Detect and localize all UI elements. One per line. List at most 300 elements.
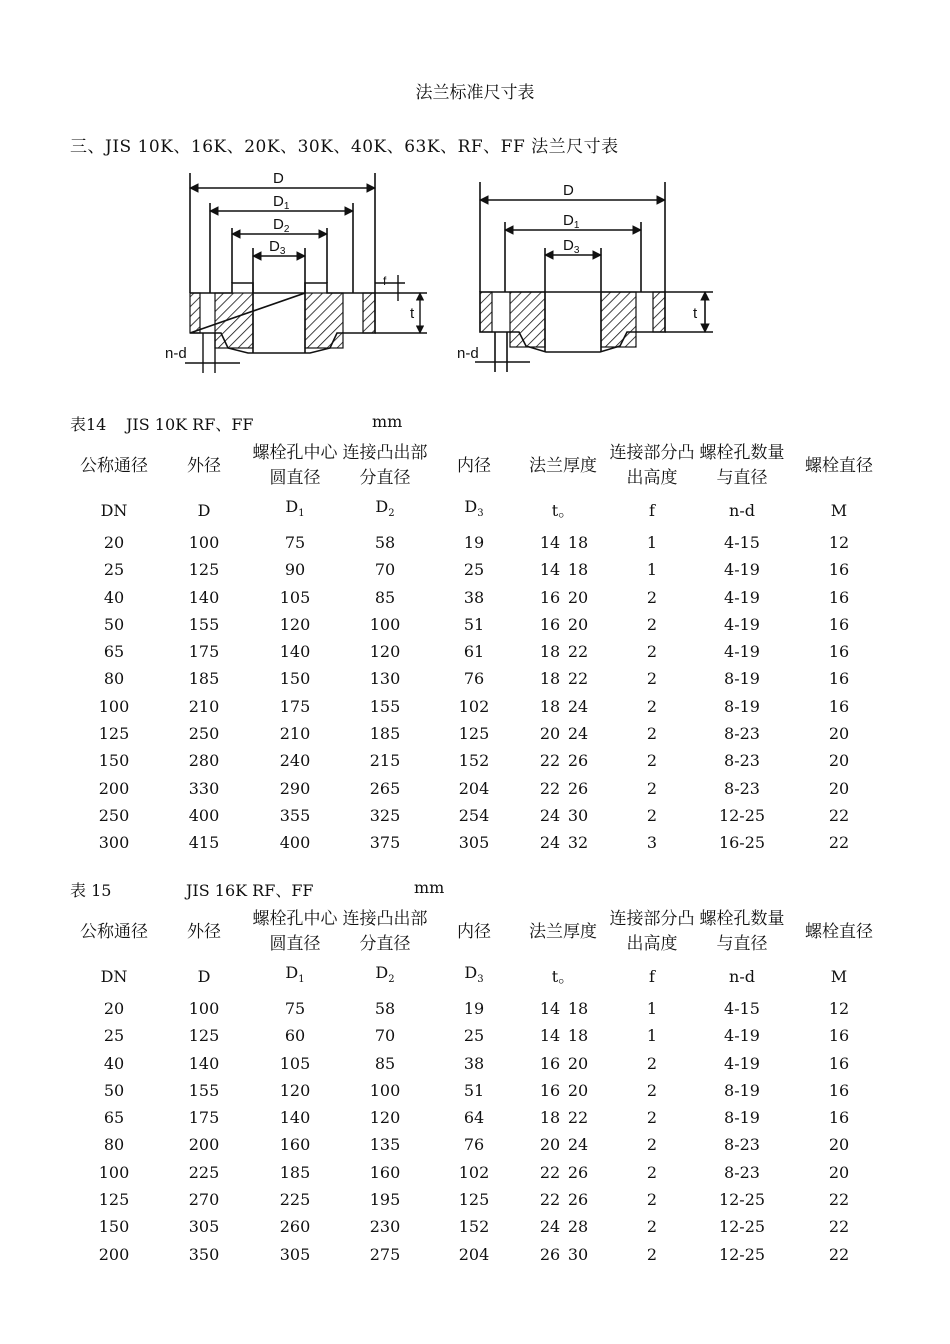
table-cell: 135: [369, 1135, 401, 1155]
label-D: D: [273, 170, 284, 187]
table-cell: 250: [98, 805, 130, 825]
table-cell: 155: [369, 696, 401, 716]
table-cell: 4-19: [724, 560, 760, 580]
thickness-pair: [518, 1159, 608, 1186]
thickness-pair: [518, 529, 608, 556]
table-cell: 2: [646, 1135, 658, 1155]
table-cell: [518, 638, 608, 665]
thickness-pair: [518, 1241, 608, 1268]
table-spec: JIS 10K RF、FF: [126, 415, 254, 434]
table-cell: 8-23: [724, 751, 760, 771]
thickness-min: 18: [539, 669, 561, 689]
table-cell: 400: [188, 805, 220, 825]
table-cell: 80: [103, 669, 125, 689]
table-row: [70, 556, 890, 583]
table-cell: 100: [98, 696, 130, 716]
table-cell: 2: [646, 1053, 658, 1073]
table-cell: 16: [828, 1108, 850, 1128]
column-header: 螺栓孔中心圆直径: [252, 909, 338, 954]
table-cell: [518, 1213, 608, 1240]
table-cell: 40: [103, 1053, 125, 1073]
table-cell: 204: [458, 1244, 490, 1264]
column-header: 外径: [187, 921, 221, 942]
table-row: [70, 802, 890, 829]
table-cell: 3: [646, 833, 658, 853]
label-D2: $D_2$: [273, 216, 290, 235]
label-D1: $D_1$: [563, 212, 580, 231]
thickness-max: 20: [567, 587, 589, 607]
table-cell: 1: [646, 1026, 658, 1046]
table-cell: 20: [828, 724, 850, 744]
table-cell: 150: [98, 1217, 130, 1237]
table-cell: 125: [98, 1190, 130, 1210]
thickness-pair: [518, 556, 608, 583]
symbol-cell: D: [197, 500, 211, 520]
table-cell: 155: [188, 614, 220, 634]
table-cell: 230: [369, 1217, 401, 1237]
table-cell: 225: [279, 1190, 311, 1210]
table-cell: 25: [103, 560, 125, 580]
thickness-min: 22: [539, 751, 561, 771]
table-label: 表14: [70, 415, 107, 434]
table-row: [70, 693, 890, 720]
thickness-min: 16: [539, 614, 561, 634]
table-cell: 400: [279, 833, 311, 853]
table-cell: 85: [374, 587, 396, 607]
label-t: t: [693, 305, 698, 322]
table-cell: 265: [369, 778, 401, 798]
thickness-min: 14: [539, 999, 561, 1018]
thickness-pair: [518, 1213, 608, 1240]
column-header: 连接部分凸出高度: [609, 443, 695, 488]
table-14: [70, 440, 890, 857]
table-row: [70, 1022, 890, 1049]
column-header: 螺栓孔数量与直径: [699, 443, 785, 488]
table-cell: 2: [646, 751, 658, 771]
table-cell: 330: [188, 778, 220, 798]
thickness-max: 22: [567, 642, 589, 662]
table-cell: 125: [458, 1190, 490, 1210]
table-cell: 120: [279, 1080, 311, 1100]
table-cell: 19: [463, 533, 485, 552]
table-cell: 130: [369, 669, 401, 689]
table-cell: 2: [646, 805, 658, 825]
table-cell: [518, 611, 608, 638]
table-cell: 275: [369, 1244, 401, 1264]
table-cell: 175: [188, 1108, 220, 1128]
table-cell: 2: [646, 669, 658, 689]
table-cell: 2: [646, 587, 658, 607]
table-cell: 305: [279, 1244, 311, 1264]
thickness-min: 18: [539, 696, 561, 716]
table-cell: 350: [188, 1244, 220, 1264]
table-cell: 105: [279, 587, 311, 607]
thickness-max: 32: [567, 833, 589, 853]
table-cell: 100: [188, 999, 220, 1018]
table-cell: 2: [646, 614, 658, 634]
table-row: [70, 829, 890, 856]
table-cell: 250: [188, 724, 220, 744]
thickness-max: 28: [567, 1217, 589, 1237]
table-cell: 1: [646, 999, 658, 1018]
table-cell: [518, 1131, 608, 1158]
table-cell: 51: [463, 614, 485, 634]
thickness-max: 18: [567, 999, 589, 1018]
table-cell: 100: [369, 1080, 401, 1100]
table-cell: 75: [284, 533, 306, 552]
thickness-min: 20: [539, 1135, 561, 1155]
table-cell: 102: [458, 696, 490, 716]
table-unit: mm: [372, 412, 403, 431]
thickness-min: 24: [539, 833, 561, 853]
column-header: 螺栓直径: [805, 921, 873, 942]
table-cell: 152: [458, 1217, 490, 1237]
table-cell: 4-19: [724, 1026, 760, 1046]
table-cell: 2: [646, 1244, 658, 1264]
table-cell: 375: [369, 833, 401, 853]
table-cell: 325: [369, 805, 401, 825]
symbol-cell: $D_2$: [375, 497, 395, 519]
table-cell: [518, 802, 608, 829]
thickness-pair: [518, 829, 608, 856]
symbol-cell: M: [830, 500, 848, 520]
table-cell: 22: [828, 1190, 850, 1210]
table-cell: 1: [646, 560, 658, 580]
table-cell: 16: [828, 560, 850, 580]
symbol-cell: $D_2$: [375, 963, 395, 985]
table-unit: mm: [414, 878, 445, 897]
table-cell: 200: [98, 1244, 130, 1264]
table-row: [70, 638, 890, 665]
table-cell: 2: [646, 1080, 658, 1100]
table-cell: 105: [279, 1053, 311, 1073]
thickness-max: 30: [567, 805, 589, 825]
table-cell: 12-25: [718, 1190, 766, 1210]
thickness-pair: [518, 693, 608, 720]
table-cell: 20: [103, 999, 125, 1018]
table-cell: 16-25: [718, 833, 766, 853]
table-cell: 185: [369, 724, 401, 744]
thickness-max: 24: [567, 1135, 589, 1155]
table-cell: 8-19: [724, 696, 760, 716]
table-row: [70, 1104, 890, 1131]
table-cell: 254: [458, 805, 490, 825]
table-cell: [518, 1077, 608, 1104]
table-cell: 200: [98, 778, 130, 798]
table-cell: [518, 1022, 608, 1049]
thickness-pair: [518, 1077, 608, 1104]
table-cell: [518, 1159, 608, 1186]
table-cell: 76: [463, 669, 485, 689]
table-cell: 20: [828, 778, 850, 798]
thickness-pair: [518, 1186, 608, 1213]
symbol-cell: DN: [100, 966, 128, 986]
symbol-cell: D: [197, 966, 211, 986]
thickness-pair: [518, 1022, 608, 1049]
column-header: 公称通径: [80, 455, 148, 476]
table-cell: 25: [463, 560, 485, 580]
table-cell: 175: [279, 696, 311, 716]
table-cell: 20: [828, 1162, 850, 1182]
thickness-pair: [518, 1050, 608, 1077]
thickness-max: 18: [567, 1026, 589, 1046]
thickness-max: 18: [567, 533, 589, 552]
table-cell: 185: [279, 1162, 311, 1182]
table-cell: 4-19: [724, 587, 760, 607]
table-cell: 100: [369, 614, 401, 634]
table-cell: 25: [463, 1026, 485, 1046]
table-cell: 16: [828, 1026, 850, 1046]
table-cell: 20: [828, 1135, 850, 1155]
table-cell: 125: [98, 724, 130, 744]
table-cell: 64: [463, 1108, 485, 1128]
table-cell: 100: [188, 533, 220, 552]
thickness-pair: [518, 775, 608, 802]
thickness-pair: [518, 665, 608, 692]
table-cell: 16: [828, 696, 850, 716]
table-cell: 100: [98, 1162, 130, 1182]
table-cell: 415: [188, 833, 220, 853]
table-cell: 120: [369, 1108, 401, 1128]
table-cell: [518, 665, 608, 692]
table-cell: 16: [828, 587, 850, 607]
thickness-max: 30: [567, 1244, 589, 1264]
thickness-min: 16: [539, 587, 561, 607]
flat-face-flange-diagram: [455, 170, 720, 380]
thickness-pair: [518, 747, 608, 774]
thickness-min: 18: [539, 1108, 561, 1128]
table-cell: 160: [279, 1135, 311, 1155]
column-header: 螺栓孔中心圆直径: [252, 443, 338, 488]
label-D3: $D_3$: [269, 238, 286, 257]
table-row: [70, 747, 890, 774]
thickness-pair: [518, 1131, 608, 1158]
table-cell: 2: [646, 1190, 658, 1210]
thickness-pair: [518, 584, 608, 611]
thickness-pair: [518, 611, 608, 638]
column-header: 内径: [457, 455, 491, 476]
symbol-cell: $D_3$: [464, 963, 484, 985]
table-cell: [518, 529, 608, 556]
table-cell: 195: [369, 1190, 401, 1210]
table-cell: 8-19: [724, 1080, 760, 1100]
table-row: [70, 775, 890, 802]
symbol-row: [70, 958, 890, 995]
table-cell: 50: [103, 1080, 125, 1100]
table-cell: 175: [188, 642, 220, 662]
table-cell: [518, 1241, 608, 1268]
thickness-min: 14: [539, 560, 561, 580]
thickness-min: 22: [539, 1162, 561, 1182]
table-cell: 2: [646, 1217, 658, 1237]
table-cell: 210: [188, 696, 220, 716]
table-cell: 22: [828, 1217, 850, 1237]
table-cell: 140: [188, 587, 220, 607]
symbol-cell: t。: [551, 500, 575, 520]
table-cell: 76: [463, 1135, 485, 1155]
table-row: [70, 584, 890, 611]
table-cell: 8-23: [724, 778, 760, 798]
symbol-cell: DN: [100, 500, 128, 520]
symbol-cell: $D_1$: [285, 963, 305, 985]
table-row: [70, 1186, 890, 1213]
thickness-max: 26: [567, 751, 589, 771]
table-cell: [518, 995, 608, 1022]
thickness-min: 24: [539, 1217, 561, 1237]
thickness-min: 26: [539, 1244, 561, 1264]
thickness-max: 26: [567, 778, 589, 798]
symbol-cell: n-d: [729, 500, 755, 520]
column-header: 连接凸出部分直径: [342, 909, 428, 954]
thickness-max: 22: [567, 1108, 589, 1128]
table-cell: 150: [279, 669, 311, 689]
column-header: 螺栓孔数量与直径: [699, 909, 785, 954]
label-t: t: [410, 305, 415, 322]
thickness-max: 24: [567, 696, 589, 716]
table-cell: 20: [103, 533, 125, 552]
thickness-min: 20: [539, 724, 561, 744]
table-cell: 305: [458, 833, 490, 853]
table-cell: 140: [188, 1053, 220, 1073]
table-cell: 40: [103, 587, 125, 607]
thickness-max: 20: [567, 1080, 589, 1100]
thickness-min: 22: [539, 778, 561, 798]
header-row: [70, 440, 890, 492]
table-cell: 50: [103, 614, 125, 634]
page-title: 法兰标准尺寸表: [415, 83, 535, 103]
table-cell: 215: [369, 751, 401, 771]
table-cell: 2: [646, 1108, 658, 1128]
symbol-cell: t。: [551, 966, 575, 986]
table-row: [70, 1050, 890, 1077]
table-15: [70, 906, 890, 1268]
table-cell: 16: [828, 669, 850, 689]
table-cell: [518, 556, 608, 583]
symbol-cell: M: [830, 966, 848, 986]
thickness-max: 26: [567, 1162, 589, 1182]
label-nd: n-d: [165, 345, 187, 362]
thickness-pair: [518, 638, 608, 665]
table-cell: 4-19: [724, 642, 760, 662]
table-cell: 12: [828, 533, 850, 552]
table-cell: 22: [828, 833, 850, 853]
table-cell: 8-19: [724, 669, 760, 689]
table-cell: [518, 775, 608, 802]
table-cell: 305: [188, 1217, 220, 1237]
thickness-min: 14: [539, 1026, 561, 1046]
table-row: [70, 1213, 890, 1240]
table-cell: 85: [374, 1053, 396, 1073]
thickness-min: 22: [539, 1190, 561, 1210]
table-row: [70, 1159, 890, 1186]
thickness-max: 20: [567, 1053, 589, 1073]
table-cell: 8-19: [724, 1108, 760, 1128]
table-cell: 2: [646, 778, 658, 798]
symbol-row: [70, 492, 890, 529]
table-cell: 8-23: [724, 724, 760, 744]
thickness-pair: [518, 802, 608, 829]
table-cell: 240: [279, 751, 311, 771]
table-cell: [518, 584, 608, 611]
table-row: [70, 529, 890, 556]
column-header: 螺栓直径: [805, 455, 873, 476]
table-cell: 51: [463, 1080, 485, 1100]
table-cell: 8-23: [724, 1162, 760, 1182]
table-row: [70, 720, 890, 747]
table-cell: 160: [369, 1162, 401, 1182]
table-cell: [518, 747, 608, 774]
table-row: [70, 995, 890, 1022]
table-cell: 80: [103, 1135, 125, 1155]
thickness-pair: [518, 995, 608, 1022]
table-cell: 270: [188, 1190, 220, 1210]
table-row: [70, 1077, 890, 1104]
table-cell: 16: [828, 1080, 850, 1100]
table-cell: 60: [284, 1026, 306, 1046]
column-header: 法兰厚度: [529, 921, 597, 942]
table-spec: JIS 16K RF、FF: [186, 881, 314, 900]
table-cell: 16: [828, 614, 850, 634]
table-cell: 150: [98, 751, 130, 771]
table-cell: [518, 829, 608, 856]
table-cell: 1: [646, 533, 658, 552]
table-cell: 65: [103, 1108, 125, 1128]
table-cell: [518, 720, 608, 747]
column-header: 法兰厚度: [529, 455, 597, 476]
column-header: 连接部分凸出高度: [609, 909, 695, 954]
table-cell: 58: [374, 999, 396, 1018]
table-cell: 16: [828, 642, 850, 662]
label-nd: n-d: [457, 345, 479, 362]
table-cell: 200: [188, 1135, 220, 1155]
label-D1: $D_1$: [273, 193, 290, 212]
table-cell: 65: [103, 642, 125, 662]
table-cell: 140: [279, 1108, 311, 1128]
table-cell: 4-19: [724, 614, 760, 634]
table-cell: 120: [369, 642, 401, 662]
header-row: [70, 906, 890, 958]
table-cell: 58: [374, 533, 396, 552]
table-cell: 16: [828, 1053, 850, 1073]
table-cell: 25: [103, 1026, 125, 1046]
table-cell: 155: [188, 1080, 220, 1100]
thickness-pair: [518, 720, 608, 747]
column-header: 内径: [457, 921, 491, 942]
table-cell: 125: [458, 724, 490, 744]
table-cell: 19: [463, 999, 485, 1018]
table-cell: 2: [646, 1162, 658, 1182]
table-cell: [518, 1104, 608, 1131]
table-cell: 38: [463, 1053, 485, 1073]
table-cell: 185: [188, 669, 220, 689]
symbol-cell: n-d: [729, 966, 755, 986]
symbol-cell: $D_3$: [464, 497, 484, 519]
table-cell: [518, 1050, 608, 1077]
thickness-max: 24: [567, 724, 589, 744]
table-cell: 140: [279, 642, 311, 662]
table-cell: 4-15: [724, 999, 760, 1018]
label-D: D: [563, 182, 574, 199]
table-cell: 120: [279, 614, 311, 634]
thickness-max: 26: [567, 1190, 589, 1210]
thickness-min: 16: [539, 1053, 561, 1073]
table-cell: 12-25: [718, 1217, 766, 1237]
column-header: 连接凸出部分直径: [342, 443, 428, 488]
symbol-cell: f: [649, 966, 655, 986]
table-cell: 152: [458, 751, 490, 771]
thickness-min: 18: [539, 642, 561, 662]
table-cell: 2: [646, 724, 658, 744]
